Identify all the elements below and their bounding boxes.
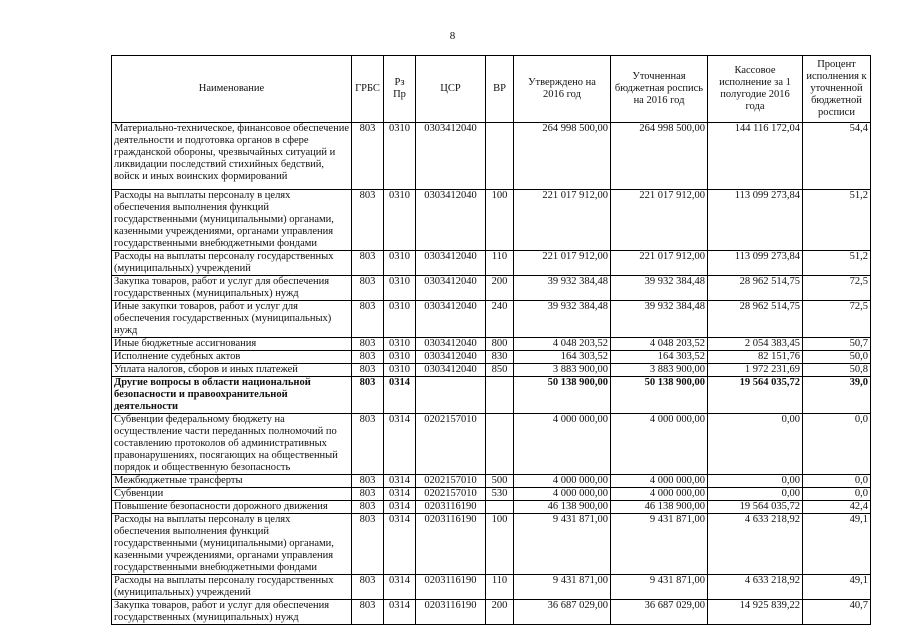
cell-rzpr: 0310 xyxy=(384,364,416,377)
table-row xyxy=(112,251,871,276)
cell-vr: 500 xyxy=(486,475,514,488)
cell-refined: 3 883 900,00 xyxy=(611,364,708,377)
cell-refined: 39 932 384,48 xyxy=(611,301,708,338)
cell-grbs: 803 xyxy=(352,501,384,514)
cell-vr: 850 xyxy=(486,364,514,377)
table-row xyxy=(112,276,871,301)
cell-grbs: 803 xyxy=(352,414,384,475)
cell-name: Субвенции xyxy=(112,488,352,501)
cell-csr: 0202157010 xyxy=(416,475,486,488)
cell-csr: 0303412040 xyxy=(416,351,486,364)
cell-percent: 72,5 xyxy=(803,276,871,301)
cell-name: Расходы на выплаты персоналу государственных (муниципальных) учреждений xyxy=(112,575,352,600)
cell-percent: 0,0 xyxy=(803,488,871,501)
cell-approved: 46 138 900,00 xyxy=(514,501,611,514)
cell-percent: 50,8 xyxy=(803,364,871,377)
cell-rzpr: 0310 xyxy=(384,251,416,276)
cell-percent: 0,0 xyxy=(803,475,871,488)
cell-csr: 0202157010 xyxy=(416,488,486,501)
cell-refined: 264 998 500,00 xyxy=(611,123,708,190)
cell-name: Другие вопросы в области национальной безопасности и правоохранительной деятельности xyxy=(112,377,352,414)
cell-approved: 39 932 384,48 xyxy=(514,301,611,338)
cell-approved: 9 431 871,00 xyxy=(514,575,611,600)
cell-executed: 113 099 273,84 xyxy=(708,251,803,276)
cell-vr: 200 xyxy=(486,600,514,625)
cell-executed: 82 151,76 xyxy=(708,351,803,364)
cell-percent: 72,5 xyxy=(803,301,871,338)
cell-rzpr: 0310 xyxy=(384,338,416,351)
col-header-refined: Уточненная бюджетная роспись на 2016 год xyxy=(611,56,708,123)
cell-csr: 0303412040 xyxy=(416,251,486,276)
cell-executed: 113 099 273,84 xyxy=(708,190,803,251)
cell-grbs: 803 xyxy=(352,514,384,575)
cell-name: Закупка товаров, работ и услуг для обеспечения государственных (муниципальных) нужд xyxy=(112,600,352,625)
cell-approved: 264 998 500,00 xyxy=(514,123,611,190)
cell-percent: 42,4 xyxy=(803,501,871,514)
cell-csr xyxy=(416,377,486,414)
cell-refined: 39 932 384,48 xyxy=(611,276,708,301)
cell-name: Материально-техническое, финансовое обеспечение деятельности и подготовка органов в сфере гражданской обороны, чрезвычайных ситуаций и ликвидации последствий стихийных бедствий, войск и иных воинских формирований xyxy=(112,123,352,190)
cell-grbs: 803 xyxy=(352,276,384,301)
cell-executed: 0,00 xyxy=(708,475,803,488)
col-header-rzpr: Рз Пр xyxy=(384,56,416,123)
cell-grbs: 803 xyxy=(352,351,384,364)
cell-grbs: 803 xyxy=(352,123,384,190)
cell-executed: 28 962 514,75 xyxy=(708,301,803,338)
cell-percent: 0,0 xyxy=(803,414,871,475)
cell-vr: 240 xyxy=(486,301,514,338)
cell-approved: 9 431 871,00 xyxy=(514,514,611,575)
cell-refined: 46 138 900,00 xyxy=(611,501,708,514)
col-header-vr: ВР xyxy=(486,56,514,123)
cell-grbs: 803 xyxy=(352,377,384,414)
cell-approved: 50 138 900,00 xyxy=(514,377,611,414)
cell-vr: 200 xyxy=(486,276,514,301)
cell-csr: 0203116190 xyxy=(416,600,486,625)
cell-approved: 3 883 900,00 xyxy=(514,364,611,377)
cell-executed: 0,00 xyxy=(708,488,803,501)
cell-vr: 830 xyxy=(486,351,514,364)
cell-executed: 14 925 839,22 xyxy=(708,600,803,625)
cell-rzpr: 0310 xyxy=(384,190,416,251)
cell-executed: 19 564 035,72 xyxy=(708,377,803,414)
table-row xyxy=(112,301,871,338)
table-row xyxy=(112,414,871,475)
cell-csr: 0303412040 xyxy=(416,301,486,338)
cell-percent: 54,4 xyxy=(803,123,871,190)
cell-refined: 4 048 203,52 xyxy=(611,338,708,351)
cell-percent: 51,2 xyxy=(803,190,871,251)
cell-rzpr: 0314 xyxy=(384,414,416,475)
cell-csr: 0203116190 xyxy=(416,514,486,575)
cell-refined: 36 687 029,00 xyxy=(611,600,708,625)
cell-grbs: 803 xyxy=(352,364,384,377)
cell-csr: 0202157010 xyxy=(416,414,486,475)
cell-csr: 0303412040 xyxy=(416,364,486,377)
table-row xyxy=(112,575,871,600)
cell-rzpr: 0314 xyxy=(384,600,416,625)
cell-rzpr: 0314 xyxy=(384,514,416,575)
cell-refined: 50 138 900,00 xyxy=(611,377,708,414)
cell-approved: 4 048 203,52 xyxy=(514,338,611,351)
cell-refined: 221 017 912,00 xyxy=(611,190,708,251)
table-row xyxy=(112,600,871,625)
table-row xyxy=(112,123,871,190)
cell-percent: 40,7 xyxy=(803,600,871,625)
cell-rzpr: 0310 xyxy=(384,123,416,190)
cell-csr: 0303412040 xyxy=(416,338,486,351)
cell-grbs: 803 xyxy=(352,338,384,351)
cell-vr: 110 xyxy=(486,575,514,600)
cell-vr xyxy=(486,123,514,190)
cell-percent: 39,0 xyxy=(803,377,871,414)
table-row xyxy=(112,377,871,414)
cell-approved: 164 303,52 xyxy=(514,351,611,364)
cell-vr xyxy=(486,377,514,414)
cell-executed: 0,00 xyxy=(708,414,803,475)
cell-vr: 100 xyxy=(486,514,514,575)
cell-refined: 164 303,52 xyxy=(611,351,708,364)
cell-vr xyxy=(486,414,514,475)
cell-vr: 110 xyxy=(486,251,514,276)
cell-csr: 0303412040 xyxy=(416,123,486,190)
cell-rzpr: 0314 xyxy=(384,377,416,414)
cell-percent: 50,7 xyxy=(803,338,871,351)
cell-rzpr: 0310 xyxy=(384,301,416,338)
cell-refined: 9 431 871,00 xyxy=(611,514,708,575)
cell-name: Иные закупки товаров, работ и услуг для обеспечения государственных (муниципальных) нужд xyxy=(112,301,352,338)
cell-executed: 28 962 514,75 xyxy=(708,276,803,301)
cell-approved: 221 017 912,00 xyxy=(514,251,611,276)
cell-name: Межбюджетные трансферты xyxy=(112,475,352,488)
cell-refined: 9 431 871,00 xyxy=(611,575,708,600)
cell-approved: 4 000 000,00 xyxy=(514,414,611,475)
cell-name: Уплата налогов, сборов и иных платежей xyxy=(112,364,352,377)
cell-approved: 39 932 384,48 xyxy=(514,276,611,301)
cell-executed: 4 633 218,92 xyxy=(708,575,803,600)
cell-name: Закупка товаров, работ и услуг для обеспечения государственных (муниципальных) нужд xyxy=(112,276,352,301)
cell-grbs: 803 xyxy=(352,475,384,488)
cell-executed: 1 972 231,69 xyxy=(708,364,803,377)
cell-grbs: 803 xyxy=(352,575,384,600)
cell-vr xyxy=(486,501,514,514)
cell-name: Расходы на выплаты персоналу в целях обеспечения выполнения функций государственными (муниципальными) органами, казенными учреждениями, органами управления государственными внебюджетными фондами xyxy=(112,190,352,251)
cell-name: Иные бюджетные ассигнования xyxy=(112,338,352,351)
cell-executed: 144 116 172,04 xyxy=(708,123,803,190)
cell-refined: 4 000 000,00 xyxy=(611,414,708,475)
cell-vr: 530 xyxy=(486,488,514,501)
cell-approved: 4 000 000,00 xyxy=(514,488,611,501)
table-row xyxy=(112,351,871,364)
cell-grbs: 803 xyxy=(352,301,384,338)
cell-refined: 4 000 000,00 xyxy=(611,488,708,501)
page-number: 8 xyxy=(449,30,456,42)
cell-grbs: 803 xyxy=(352,251,384,276)
cell-executed: 19 564 035,72 xyxy=(708,501,803,514)
cell-grbs: 803 xyxy=(352,488,384,501)
cell-percent: 49,1 xyxy=(803,575,871,600)
cell-vr: 800 xyxy=(486,338,514,351)
cell-name: Повышение безопасности дорожного движения xyxy=(112,501,352,514)
cell-csr: 0203116190 xyxy=(416,501,486,514)
table-header-row xyxy=(112,56,871,123)
cell-refined: 221 017 912,00 xyxy=(611,251,708,276)
cell-executed: 4 633 218,92 xyxy=(708,514,803,575)
col-header-percent: Процент исполнения к уточненной бюджетной росписи xyxy=(803,56,871,123)
cell-rzpr: 0310 xyxy=(384,351,416,364)
table-row xyxy=(112,501,871,514)
cell-name: Субвенции федеральному бюджету на осуществление части переданных полномочий по составлению протоколов об административных правонарушениях, посягающих на общественный порядок и общественную безопасность xyxy=(112,414,352,475)
cell-rzpr: 0314 xyxy=(384,488,416,501)
table-row xyxy=(112,514,871,575)
col-header-executed: Кассовое исполнение за 1 полугодие 2016 года xyxy=(708,56,803,123)
cell-rzpr: 0310 xyxy=(384,276,416,301)
cell-percent: 50,0 xyxy=(803,351,871,364)
cell-rzpr: 0314 xyxy=(384,501,416,514)
cell-approved: 221 017 912,00 xyxy=(514,190,611,251)
cell-name: Расходы на выплаты персоналу государственных (муниципальных) учреждений xyxy=(112,251,352,276)
col-header-csr: ЦСР xyxy=(416,56,486,123)
cell-csr: 0203116190 xyxy=(416,575,486,600)
table-row xyxy=(112,338,871,351)
cell-rzpr: 0314 xyxy=(384,575,416,600)
table-row xyxy=(112,488,871,501)
cell-percent: 49,1 xyxy=(803,514,871,575)
col-header-grbs: ГРБС xyxy=(352,56,384,123)
cell-grbs: 803 xyxy=(352,600,384,625)
cell-approved: 36 687 029,00 xyxy=(514,600,611,625)
cell-rzpr: 0314 xyxy=(384,475,416,488)
cell-name: Исполнение судебных актов xyxy=(112,351,352,364)
cell-vr: 100 xyxy=(486,190,514,251)
cell-csr: 0303412040 xyxy=(416,276,486,301)
table-row xyxy=(112,475,871,488)
cell-csr: 0303412040 xyxy=(416,190,486,251)
col-header-approved: Утверждено на 2016 год xyxy=(514,56,611,123)
cell-approved: 4 000 000,00 xyxy=(514,475,611,488)
cell-refined: 4 000 000,00 xyxy=(611,475,708,488)
cell-executed: 2 054 383,45 xyxy=(708,338,803,351)
cell-grbs: 803 xyxy=(352,190,384,251)
budget-table xyxy=(111,55,871,625)
table-row xyxy=(112,190,871,251)
cell-percent: 51,2 xyxy=(803,251,871,276)
table-row xyxy=(112,364,871,377)
col-header-name: Наименование xyxy=(112,56,352,123)
cell-name: Расходы на выплаты персоналу в целях обеспечения выполнения функций государственными (муниципальными) органами, казенными учреждениями, органами управления государственными внебюджетными фондами xyxy=(112,514,352,575)
